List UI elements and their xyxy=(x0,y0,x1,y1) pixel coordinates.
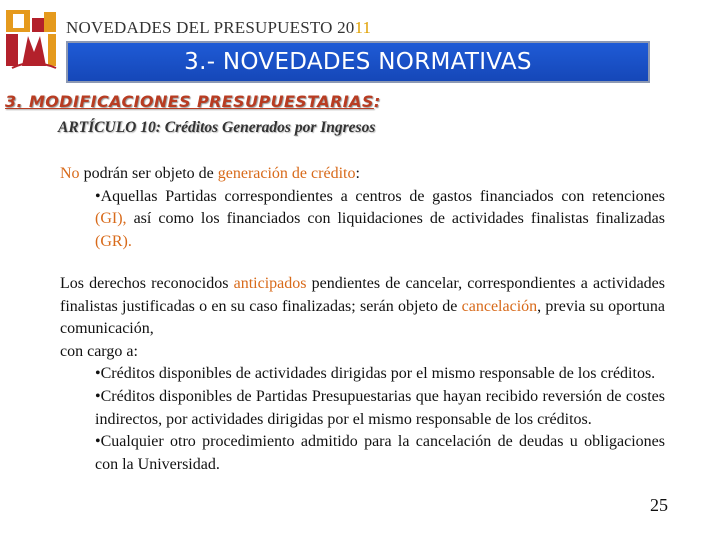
paragraph-text-3: , previa su oportuna comunicación, xyxy=(60,297,666,338)
list-item: •Créditos disponibles de actividades dirigidas por el mismo responsable de los créditos. xyxy=(95,365,656,383)
bullet-text-1: •Aquellas Partidas correspondientes a centros de gastos financiados con retenciones xyxy=(95,187,665,205)
header-title-main: NOVEDADES DEL PRESUPUESTO 20 xyxy=(66,18,355,37)
paragraph-text-1: Los derechos reconocidos xyxy=(60,275,234,292)
highlight-cancelacion: cancelación xyxy=(461,297,538,315)
slide-title: 3.- NOVEDADES NORMATIVAS xyxy=(184,49,532,75)
intro-text: podrán ser objeto de xyxy=(79,165,218,182)
list-item: •Créditos disponibles de Partidas Presupuestarias que hayan recibido reversión de costes indirectos, por actividades dirigidas por el mismo responsable de los créditos. xyxy=(95,387,665,428)
header-title-year-highlight: 11 xyxy=(354,18,372,37)
highlight-anticipados: anticipados xyxy=(233,275,307,292)
intro-word-no: No xyxy=(60,165,80,182)
list-item xyxy=(60,186,665,254)
article-title: ARTÍCULO 10: Créditos Generados por Ingresos xyxy=(58,119,376,136)
anticipated-rights-paragraph xyxy=(60,273,665,341)
intro-colon: : xyxy=(355,165,360,182)
highlight-gi: (GI), xyxy=(95,210,127,228)
paragraph-text-2: pendientes de cancelar, correspondientes a actividades finalistas justificadas o en su caso finalizadas; serán objeto de xyxy=(60,275,665,315)
credit-generation-intro xyxy=(60,163,665,186)
page-number: 25 xyxy=(650,495,668,515)
section-heading-colon: : xyxy=(373,92,381,111)
credit-generation-block xyxy=(60,163,665,253)
highlight-gr: (GR). xyxy=(95,232,132,250)
bullet-text-2: así como los financiados con liquidaciones de actividades finalistas finalizadas xyxy=(126,210,665,228)
section-heading xyxy=(5,92,381,111)
intro-highlight-generacion: generación de crédito xyxy=(217,165,356,182)
presentation-header xyxy=(66,18,371,38)
paragraph-cargo: con cargo a: xyxy=(60,342,138,360)
section-heading-text: 3. MODIFICACIONES PRESUPUESTARIAS xyxy=(5,92,374,111)
slide-title-banner xyxy=(66,41,650,83)
anticipated-rights-block xyxy=(60,273,665,476)
list-item: •Cualquier otro procedimiento admitido para la cancelación de deudas u obligaciones con la Universidad. xyxy=(95,433,665,473)
university-crest-icon xyxy=(4,8,60,70)
